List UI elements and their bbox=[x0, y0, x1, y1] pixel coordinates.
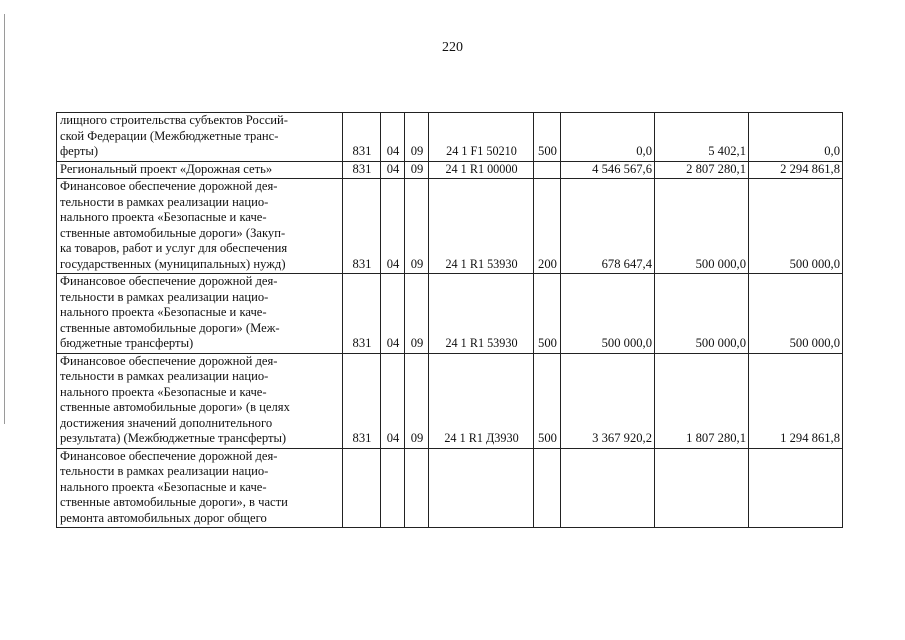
cell-description bbox=[57, 353, 343, 448]
description-line: нального проекта «Безопасные и каче- bbox=[60, 479, 267, 494]
cell-expense-type: 500 bbox=[534, 113, 561, 162]
cell-grbs: 831 bbox=[343, 113, 381, 162]
cell-amount-year1: 678 647,4 bbox=[561, 179, 655, 274]
cell-expense-type: 200 bbox=[534, 179, 561, 274]
cell-amount-year1: 0,0 bbox=[561, 113, 655, 162]
cell-target-article: 24 1 R1 Д3930 bbox=[429, 353, 534, 448]
table-row bbox=[57, 161, 843, 179]
description-line: Финансовое обеспечение дорожной дея- bbox=[60, 448, 278, 463]
cell-amount-year2: 500 000,0 bbox=[655, 274, 749, 354]
description-line: Финансовое обеспечение дорожной дея- bbox=[60, 274, 278, 288]
page-number: 220 bbox=[442, 40, 463, 55]
cell-subsection: 09 bbox=[405, 113, 429, 162]
cell-target-article: 24 1 R1 53930 bbox=[429, 274, 534, 354]
cell-description bbox=[57, 448, 343, 528]
cell-section: 04 bbox=[381, 113, 405, 162]
cell-expense-type: 500 bbox=[534, 353, 561, 448]
description-line: ремонта автомобильных дорог общего bbox=[60, 510, 267, 525]
description-line: нального проекта «Безопасные и каче- bbox=[60, 210, 267, 224]
cell-section: 04 bbox=[381, 353, 405, 448]
cell-grbs: 831 bbox=[343, 179, 381, 274]
table-row bbox=[57, 448, 843, 528]
cell-target-article bbox=[429, 448, 534, 528]
description-line: ственные автомобильные дороги» (Меж- bbox=[60, 320, 280, 335]
description-line: Региональный проект «Дорожная сеть» bbox=[60, 161, 273, 176]
cell-grbs: 831 bbox=[343, 274, 381, 354]
cell-subsection bbox=[405, 448, 429, 528]
table-row bbox=[57, 274, 843, 354]
cell-grbs bbox=[343, 448, 381, 528]
cell-subsection: 09 bbox=[405, 161, 429, 179]
table-row bbox=[57, 179, 843, 274]
cell-amount-year3: 1 294 861,8 bbox=[749, 353, 843, 448]
cell-description bbox=[57, 113, 343, 162]
cell-description bbox=[57, 161, 343, 179]
description-line: бюджетные трансферты) bbox=[60, 336, 194, 350]
cell-description bbox=[57, 274, 343, 354]
cell-amount-year1: 500 000,0 bbox=[561, 274, 655, 354]
cell-grbs: 831 bbox=[343, 161, 381, 179]
cell-expense-type bbox=[534, 161, 561, 179]
description-line: лищного строительства субъектов Россий- bbox=[60, 113, 288, 127]
cell-expense-type: 500 bbox=[534, 274, 561, 354]
description-line: Финансовое обеспечение дорожной дея- bbox=[60, 179, 278, 193]
cell-subsection: 09 bbox=[405, 274, 429, 354]
cell-amount-year1: 4 546 567,6 bbox=[561, 161, 655, 179]
cell-amount-year3: 0,0 bbox=[749, 113, 843, 162]
cell-amount-year2 bbox=[655, 448, 749, 528]
cell-amount-year2: 5 402,1 bbox=[655, 113, 749, 162]
cell-section: 04 bbox=[381, 161, 405, 179]
cell-target-article: 24 1 F1 50210 bbox=[429, 113, 534, 162]
description-line: ственные автомобильные дороги» (Закуп- bbox=[60, 225, 286, 240]
description-line: достижения значений дополнительного bbox=[60, 415, 273, 430]
cell-amount-year2: 2 807 280,1 bbox=[655, 161, 749, 179]
description-line: нального проекта «Безопасные и каче- bbox=[60, 384, 267, 399]
cell-section bbox=[381, 448, 405, 528]
cell-target-article: 24 1 R1 53930 bbox=[429, 179, 534, 274]
description-line: результата) (Межбюджетные трансферты) bbox=[60, 431, 287, 445]
cell-target-article: 24 1 R1 00000 bbox=[429, 161, 534, 179]
cell-description bbox=[57, 179, 343, 274]
description-line: государственных (муниципальных) нужд) bbox=[60, 256, 286, 271]
cell-grbs: 831 bbox=[343, 353, 381, 448]
cell-section: 04 bbox=[381, 179, 405, 274]
cell-amount-year3: 2 294 861,8 bbox=[749, 161, 843, 179]
cell-expense-type bbox=[534, 448, 561, 528]
description-line: тельности в рамках реализации нацио- bbox=[60, 289, 269, 304]
description-line: ской Федерации (Межбюджетные транс- bbox=[60, 128, 279, 143]
description-line: тельности в рамках реализации нацио- bbox=[60, 464, 269, 478]
table-row bbox=[57, 353, 843, 448]
description-line: тельности в рамках реализации нацио- bbox=[60, 194, 269, 209]
cell-subsection: 09 bbox=[405, 353, 429, 448]
description-line: тельности в рамках реализации нацио- bbox=[60, 369, 269, 383]
description-line: Финансовое обеспечение дорожной дея- bbox=[60, 353, 278, 368]
cell-amount-year3: 500 000,0 bbox=[749, 179, 843, 274]
scan-edge-line bbox=[4, 14, 5, 424]
cell-amount-year3 bbox=[749, 448, 843, 528]
cell-amount-year3: 500 000,0 bbox=[749, 274, 843, 354]
description-line: ственные автомобильные дороги», в части bbox=[60, 495, 288, 509]
description-line: нального проекта «Безопасные и каче- bbox=[60, 305, 267, 319]
cell-amount-year2: 500 000,0 bbox=[655, 179, 749, 274]
description-line: ка товаров, работ и услуг для обеспечения bbox=[60, 241, 288, 255]
cell-subsection: 09 bbox=[405, 179, 429, 274]
budget-table bbox=[56, 112, 843, 528]
cell-section: 04 bbox=[381, 274, 405, 354]
table-row bbox=[57, 113, 843, 162]
description-line: ферты) bbox=[60, 144, 99, 158]
cell-amount-year2: 1 807 280,1 bbox=[655, 353, 749, 448]
cell-amount-year1: 3 367 920,2 bbox=[561, 353, 655, 448]
description-line: ственные автомобильные дороги» (в целях bbox=[60, 400, 290, 414]
cell-amount-year1 bbox=[561, 448, 655, 528]
